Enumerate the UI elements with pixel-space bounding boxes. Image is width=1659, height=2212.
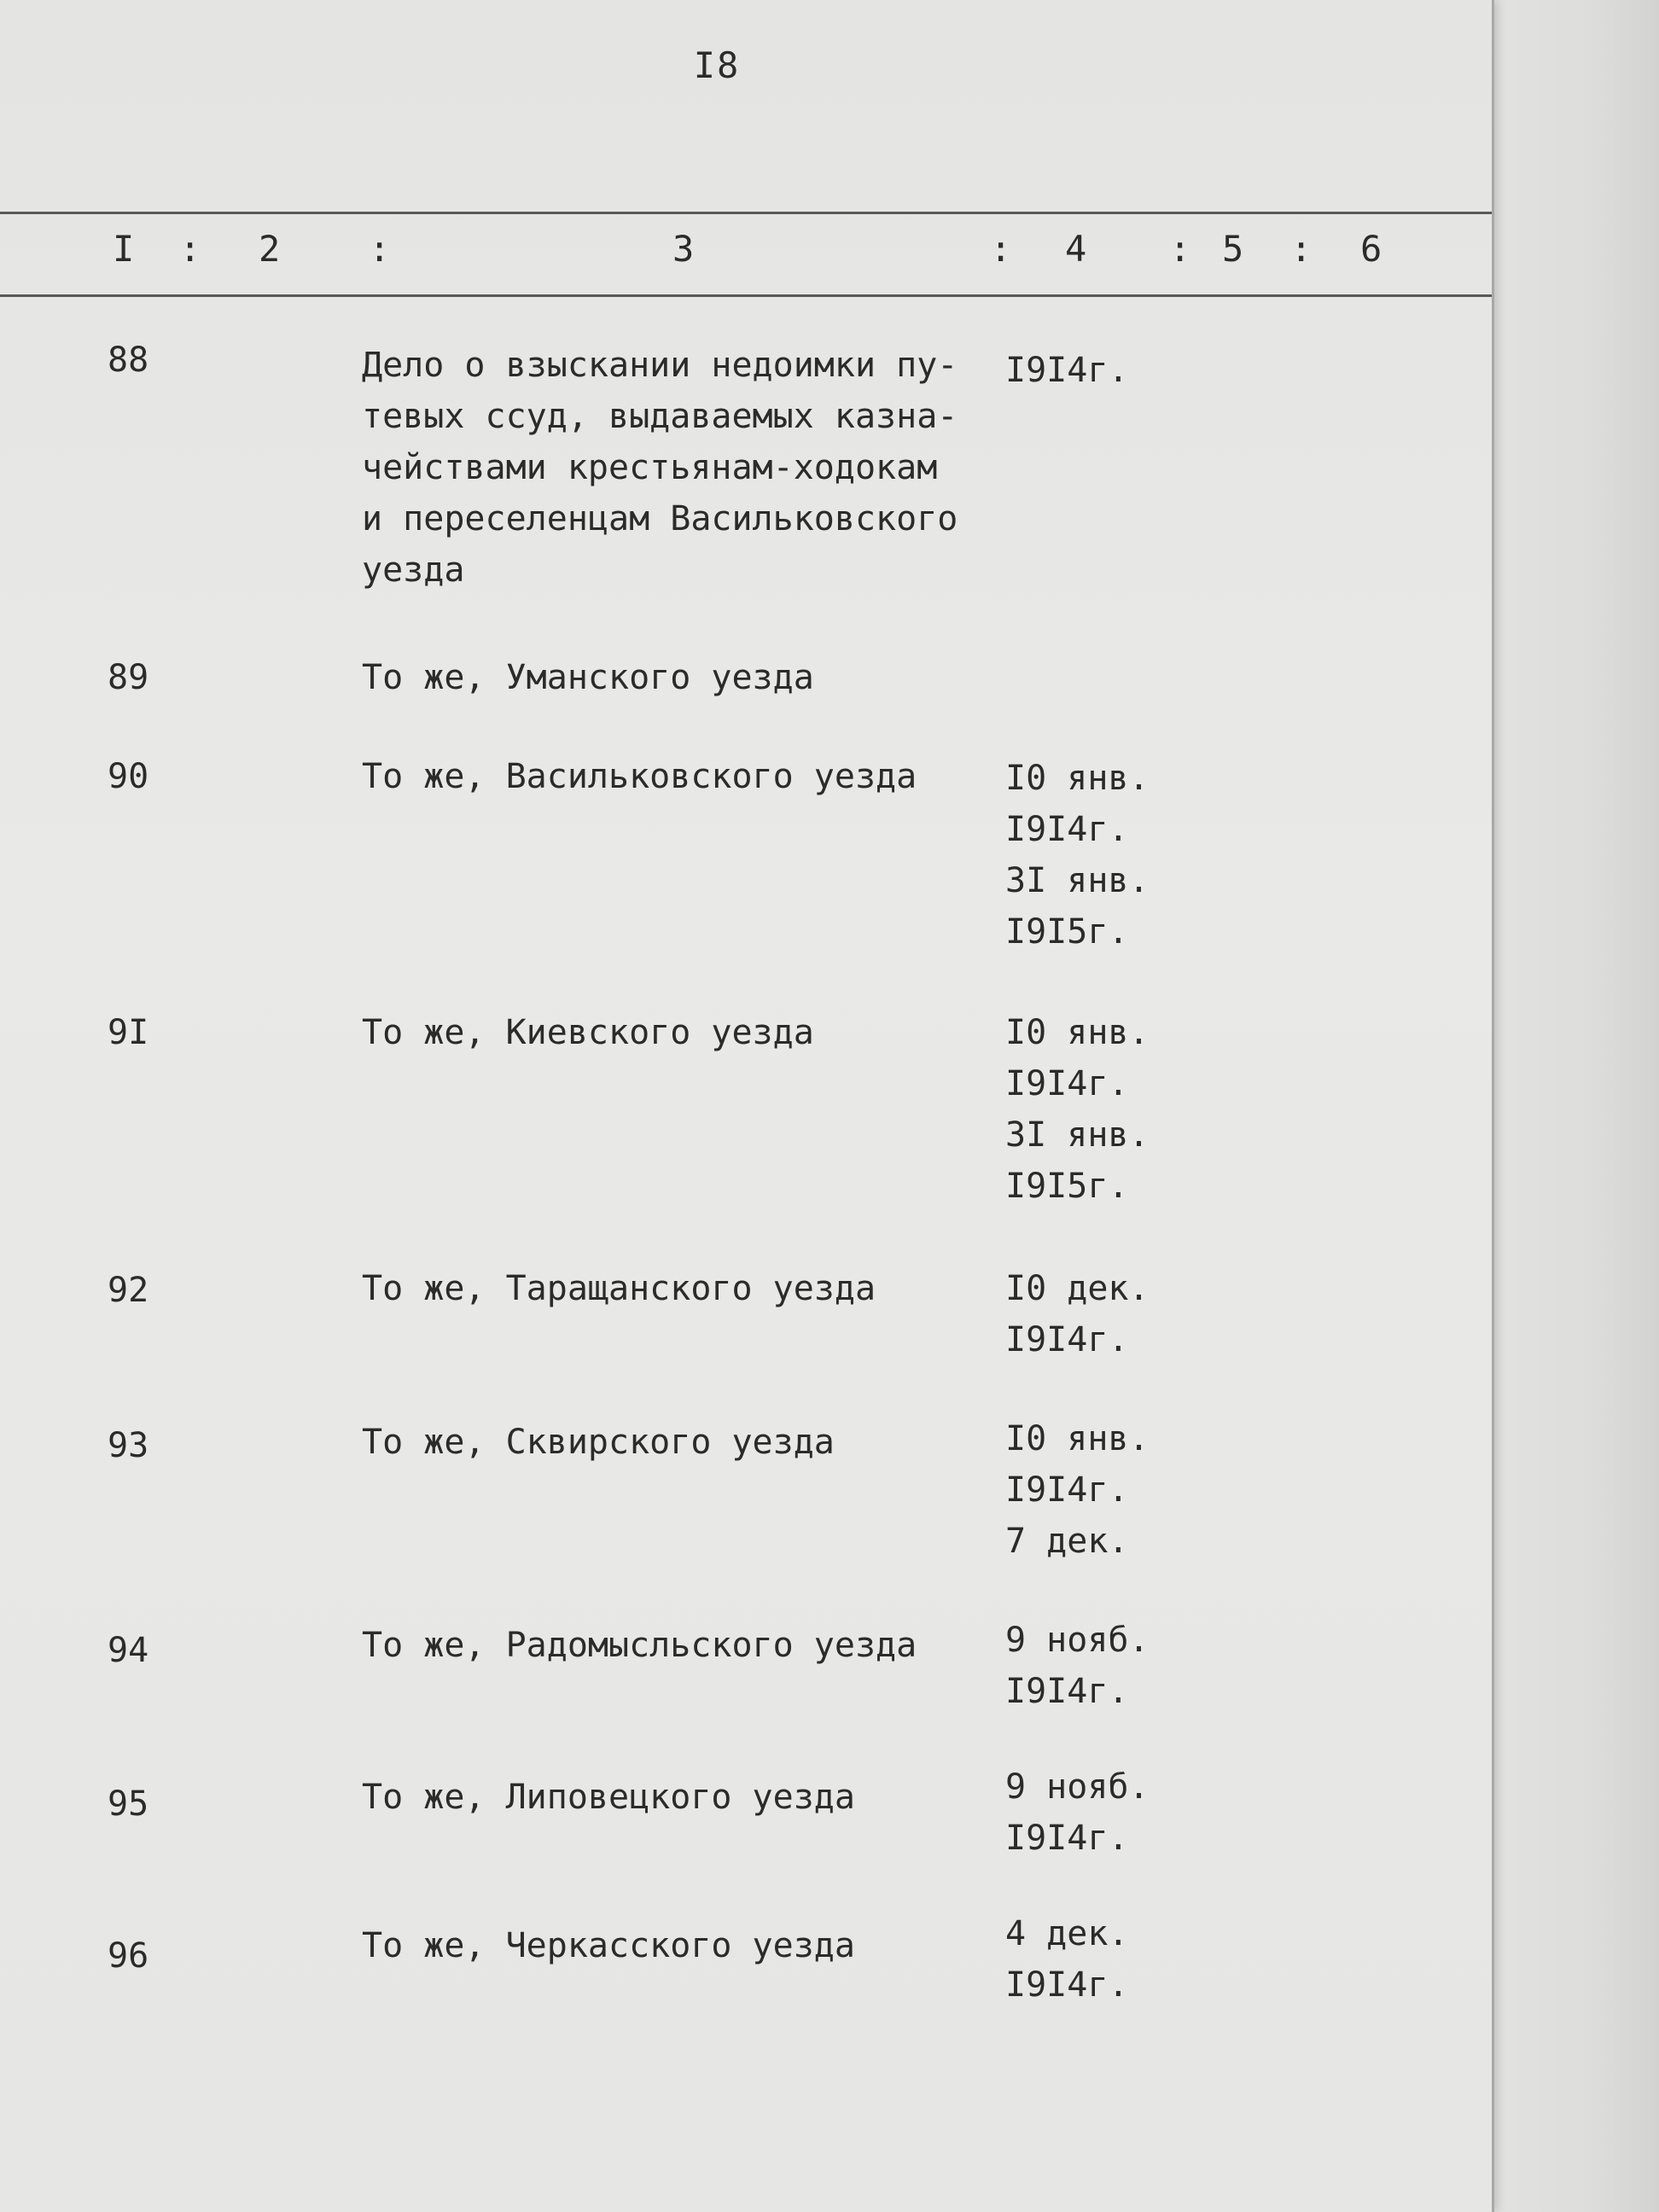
row-date: I0 янв. I9I4г. 7 дек. [1005, 1419, 1150, 1561]
row-number: 93 [108, 1426, 149, 1465]
row-number: 94 [108, 1631, 149, 1670]
row-number: 89 [108, 658, 149, 697]
row-description: То же, Сквирского уезда [362, 1423, 835, 1462]
column-header-5: 5 [1222, 228, 1244, 270]
row-date: I9I4г. [1005, 351, 1129, 390]
row-description: То же, Киевского уезда [362, 1013, 814, 1052]
row-date: I0 янв. I9I4г. 3I янв. I9I5г. [1005, 759, 1150, 952]
row-description: То же, Таращанского уезда [362, 1269, 876, 1308]
row-date: 9 нояб. I9I4г. [1005, 1621, 1150, 1711]
header-top-rule [0, 212, 1492, 214]
row-date: 4 дек. I9I4г. [1005, 1914, 1129, 2005]
row-number: 88 [108, 341, 149, 380]
column-separator: : [990, 228, 1012, 270]
column-separator: : [369, 228, 391, 270]
column-header-4: 4 [1065, 228, 1087, 270]
row-description: То же, Липовецкого уезда [362, 1778, 855, 1817]
row-description: То же, Черкасского уезда [362, 1926, 855, 1965]
row-number: 90 [108, 757, 149, 796]
row-date: I0 янв. I9I4г. 3I янв. I9I5г. [1005, 1013, 1150, 1206]
page-number: I8 [693, 44, 741, 86]
row-number: 96 [108, 1936, 149, 1976]
column-separator: : [1169, 228, 1191, 270]
column-separator: : [179, 228, 201, 270]
column-header-6: 6 [1360, 228, 1382, 270]
column-header-3: 3 [672, 228, 695, 270]
header-bottom-rule [0, 294, 1492, 297]
row-description: То же, Радомысльского уезда [362, 1626, 917, 1665]
underlying-sheet [1485, 0, 1659, 2212]
row-date: 9 нояб. I9I4г. [1005, 1767, 1150, 1858]
row-date: I0 дек. I9I4г. [1005, 1269, 1150, 1359]
row-description: То же, Васильковского уезда [362, 757, 917, 796]
row-description: Дело о взыскании недоимки пу- тевых ссуд, выдаваемых казна- чействами крестьянам-ходокам и переселенцам Васильковского уезда [362, 346, 958, 590]
row-number: 9I [108, 1013, 149, 1052]
row-number: 95 [108, 1784, 149, 1824]
column-header-1: I [113, 228, 135, 270]
column-header-2: 2 [259, 228, 281, 270]
column-separator: : [1290, 228, 1313, 270]
row-number: 92 [108, 1271, 149, 1310]
row-description: То же, Уманского уезда [362, 658, 814, 697]
